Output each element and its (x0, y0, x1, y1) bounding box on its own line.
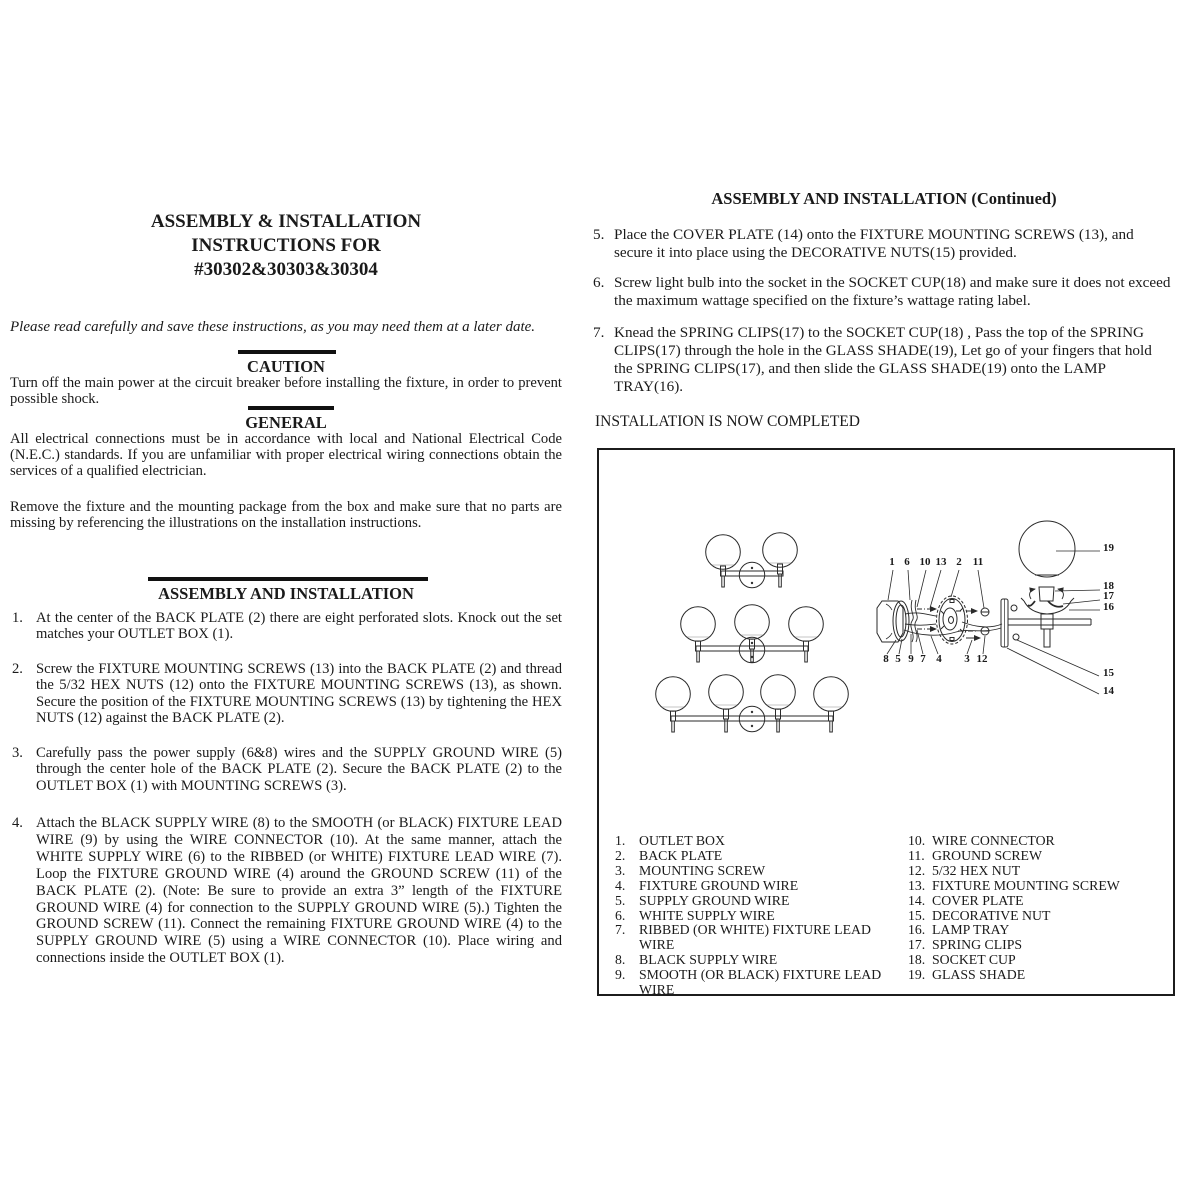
callout-15: 15 (1103, 667, 1114, 679)
part-row (908, 938, 1163, 953)
step-2-number: 2. (12, 661, 23, 677)
intro-note: Please read carefully and save these instructions, as you may need them at a later date. (10, 319, 536, 335)
callout-18: 18 (1103, 580, 1114, 592)
three-globe-fixture (681, 605, 824, 663)
callout-16: 16 (1103, 601, 1114, 613)
completed-text: INSTALLATION IS NOW COMPLETED (595, 413, 860, 430)
part-row (908, 909, 1163, 924)
parts-list-left (615, 834, 891, 998)
part-name: MOUNTING SCREW (639, 862, 766, 878)
callout-leader-lines (887, 551, 1100, 694)
part-num: 19. (908, 967, 926, 983)
part-num: 3. (615, 862, 626, 878)
step-1 (10, 610, 562, 643)
part-num: 7. (615, 922, 626, 938)
part-name: GROUND SCREW (932, 847, 1042, 863)
back-plate-drawing (937, 596, 968, 644)
part-num: 9. (615, 967, 626, 983)
general-text: All electrical connections must be in accordance with local and National Electrical Code (N.E.C.) standards. If you are unfamiliar with proper electrical wiring connections obtain the services of a qualified electrician. (10, 431, 562, 479)
part-row (908, 968, 1163, 983)
step-2-text: Screw the FIXTURE MOUNTING SCREWS (13) into the BACK PLATE (2) and thread the 5/32 HEX NUTS (12) onto the FIXTURE MOUNTING SCREWS (13), as shown. Secure the position of the FIXTURE MOUNTING SCREWS (13) by tightening the HEX NUTS (12) against the BACK PLATE (2). (36, 661, 562, 727)
part-num: 10. (908, 833, 926, 848)
arm-and-socket-drawing (1008, 587, 1091, 647)
part-num: 6. (615, 907, 626, 923)
part-num: 12. (908, 862, 926, 878)
part-name: SPRING CLIPS (932, 937, 1023, 953)
step-5 (593, 226, 1171, 262)
step-1-text: At the center of the BACK PLATE (2) there are eight perforated slots. Knock out the set matches your OUTLET BOX (1). (36, 610, 562, 643)
part-num: 2. (615, 847, 626, 863)
callout-19: 19 (1103, 542, 1114, 554)
continued-heading: ASSEMBLY AND INSTALLATION (Continued) (711, 189, 1057, 208)
fixture-mounting-screws-drawing (917, 609, 936, 629)
part-num: 15. (908, 907, 926, 923)
assembly-heading: ASSEMBLY AND INSTALLATION (158, 584, 414, 603)
step-6 (593, 274, 1171, 310)
callout-12: 12 (976, 653, 988, 665)
callout-14: 14 (1103, 685, 1114, 697)
part-row (615, 923, 891, 953)
caution-heading: CAUTION (247, 357, 325, 376)
part-num: 14. (908, 892, 926, 908)
four-globe-fixture (656, 675, 849, 732)
step-3-number: 3. (12, 745, 23, 761)
outlet-box-drawing (877, 601, 909, 642)
part-name: GLASS SHADE (932, 967, 1026, 983)
general-rule (248, 406, 334, 410)
part-name: FIXTURE GROUND WIRE (639, 877, 799, 893)
part-name: LAMP TRAY (932, 922, 1010, 938)
part-name: BACK PLATE (639, 847, 723, 863)
part-num: 16. (908, 922, 926, 938)
part-name: RIBBED (OR WHITE) FIXTURE LEAD WIRE (639, 922, 871, 953)
step-4-number: 4. (12, 815, 23, 831)
general-heading: GENERAL (245, 413, 327, 432)
part-num: 13. (908, 877, 926, 893)
step-1-number: 1. (12, 610, 23, 626)
part-row (615, 879, 891, 894)
part-row (908, 879, 1163, 894)
part-num: 11. (908, 847, 925, 863)
parts-list-right (908, 834, 1163, 983)
part-row (615, 968, 891, 998)
step-7-number: 7. (593, 324, 605, 341)
part-row (615, 894, 891, 909)
step-3 (10, 745, 562, 794)
callout-4: 4 (936, 653, 942, 665)
callout-13: 13 (935, 556, 947, 568)
part-name: BLACK SUPPLY WIRE (639, 952, 778, 968)
step-5-text: Place the COVER PLATE (14) onto the FIXTURE MOUNTING SCREWS (13), and secure it into place using the DECORATIVE NUTS(15) provided. (614, 226, 1134, 261)
part-num: 8. (615, 952, 626, 968)
callout-10: 10 (919, 556, 931, 568)
part-row (908, 834, 1163, 849)
part-row (908, 864, 1163, 879)
part-name: SOCKET CUP (932, 952, 1016, 968)
part-num: 18. (908, 952, 926, 968)
diagram-box (597, 448, 1175, 996)
callout-2: 2 (956, 556, 962, 568)
callout-17: 17 (1103, 590, 1114, 602)
part-row (908, 849, 1163, 864)
part-row (908, 894, 1163, 909)
callout-5: 5 (895, 653, 901, 665)
step-7-text: Knead the SPRING CLIPS(17) to the SOCKET CUP(18) , Pass the top of the SPRING CLIPS(17) through the hole in the GLASS SHADE(19), Let go of your fingers that hold the SPRING CLIPS(17), and then slide the GLASS SHADE(19) onto the LAMP TRAY(16). (614, 324, 1152, 395)
part-row (908, 953, 1163, 968)
caution-rule (238, 350, 336, 354)
part-name: OUTLET BOX (639, 833, 725, 848)
step-7 (593, 324, 1171, 396)
title-line-3: #30302&30303&30304 (194, 259, 378, 280)
part-row (615, 864, 891, 879)
part-row (615, 849, 891, 864)
part-row (615, 909, 891, 924)
callout-11: 11 (972, 556, 984, 568)
assembly-rule (148, 577, 428, 581)
cover-plate-drawing (1001, 599, 1019, 647)
callout-6: 6 (904, 556, 910, 568)
part-name: WHITE SUPPLY WIRE (639, 907, 775, 923)
part-row (908, 923, 1163, 938)
callout-3: 3 (964, 653, 970, 665)
step-6-number: 6. (593, 274, 605, 291)
step-6-text: Screw light bulb into the socket in the SOCKET CUP(18) and make sure it does not exceed the maximum wattage specified on the fixture’s wattage rating label. (614, 274, 1171, 309)
two-globe-fixture (706, 533, 798, 588)
step-2 (10, 661, 562, 727)
ground-screw-and-nuts-drawing (956, 608, 989, 638)
part-name: DECORATIVE NUT (932, 907, 1051, 923)
part-row (615, 834, 891, 849)
step-5-number: 5. (593, 226, 605, 243)
callout-8: 8 (883, 653, 889, 665)
callout-7: 7 (920, 653, 926, 665)
part-num: 17. (908, 937, 926, 953)
part-name: FIXTURE MOUNTING SCREW (932, 877, 1120, 893)
part-num: 5. (615, 892, 626, 908)
step-3-text: Carefully pass the power supply (6&8) wires and the SUPPLY GROUND WIRE (5) through the center hole of the BACK PLATE (2). Secure the BACK PLATE (2) to the OUTLET BOX (1) with MOUNTING SCREWS (3). (36, 745, 562, 794)
title-line-1: ASSEMBLY & INSTALLATION (150, 211, 422, 232)
part-row (615, 953, 891, 968)
part-name: SUPPLY GROUND WIRE (639, 892, 790, 908)
part-num: 1. (615, 833, 626, 848)
part-num: 4. (615, 877, 626, 893)
title-line-2: INSTRUCTIONS FOR (191, 235, 381, 256)
step-4-text: Attach the BLACK SUPPLY WIRE (8) to the SMOOTH (or BLACK) FIXTURE LEAD WIRE (9) by using the WIRE CONNECTOR (10). At the same manner, attach the WHITE SUPPLY WIRE (6) to the RIBBED (or WHITE) FIXTURE LEAD WIRE (7). Loop the FIXTURE GROUND WIRE (4) around the GROUND SCREW (11) of the BACK PLATE (2). (Note: Be sure to provide an extra 3” length of the FIXTURE GROUND WIRE (4) for connection to the SUPPLY GROUND WIRE (5).) Tighten the GROUND SCREW (11). Connect the remaining FIXTURE GROUND WIRE (4) to the SUPPLY GROUND WIRE (5) using a WIRE CONNECTOR (10). Place wiring and connections inside the OUTLET BOX (1). (36, 815, 562, 967)
callout-9: 9 (908, 653, 914, 665)
step-4 (10, 815, 562, 967)
glass-shade-drawing (1019, 521, 1075, 577)
part-name: SMOOTH (OR BLACK) FIXTURE LEAD WIRE (639, 967, 882, 998)
caution-text: Turn off the main power at the circuit breaker before installing the fixture, in order to prevent possible shock. (10, 375, 562, 407)
document-title (10, 210, 562, 282)
part-name: 5/32 HEX NUT (932, 862, 1021, 878)
callout-1: 1 (889, 556, 895, 568)
part-name: WIRE CONNECTOR (932, 833, 1055, 848)
remove-note: Remove the fixture and the mounting package from the box and make sure that no parts are missing by referencing the illustrations on the installation instructions. (10, 499, 562, 531)
part-name: COVER PLATE (932, 892, 1024, 908)
